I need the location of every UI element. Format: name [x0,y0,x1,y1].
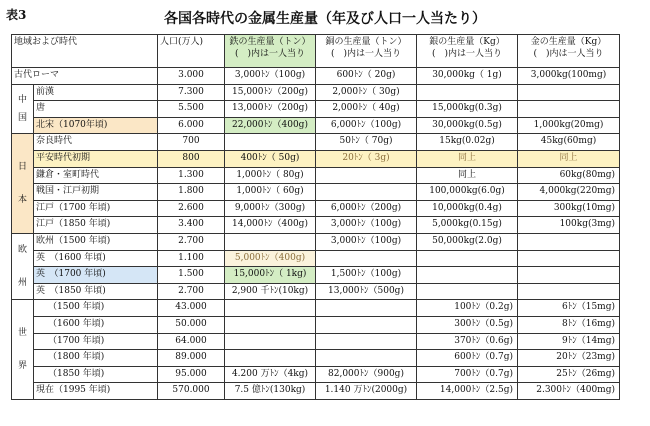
iron-cell: 3,000ﾄﾝ（100g) [225,68,316,85]
iron-cell [225,333,316,350]
copper-cell: 2,000ﾄﾝ（ 40g) [316,101,417,118]
population-cell: 1.500 [158,267,225,284]
iron-cell [225,134,316,151]
table-row [12,84,620,101]
table-row [12,383,620,400]
gold-cell: 8ﾄﾝ（16mg) [518,316,620,333]
header-iron-line1: 鉄の生産量（トン） [229,37,311,47]
row-name: 英 （1600 年頃) [34,250,158,267]
silver-cell [417,283,518,300]
row-name: （1850 年頃) [34,366,158,383]
row-name: 英 （1700 年頃) [34,267,158,284]
group-world [12,300,34,400]
silver-cell [417,267,518,284]
header-silver-line1: 銀の生産量（Kg） [429,37,505,47]
gold-cell: 同上 [518,150,620,167]
iron-cell: 2,900 千ﾄﾝ(10kg) [225,283,316,300]
silver-cell: 14,000ﾄﾝ（2.5g) [417,383,518,400]
population-cell: 3.400 [158,217,225,234]
table-row [12,333,620,350]
iron-cell: 4.200 万ﾄﾝ（4kg) [225,366,316,383]
copper-cell: 1,500ﾄﾝ（100g) [316,267,417,284]
row-name: 唐 [34,101,158,118]
row-name: （1500 年頃) [34,300,158,317]
silver-cell: 10,000kg(0.4g) [417,200,518,217]
silver-cell [417,250,518,267]
page-title: 各国各時代の金属生産量（年及び人口一人当たり） [164,11,486,27]
copper-cell: 3,000ﾄﾝ（100g) [316,217,417,234]
silver-cell: 370ﾄﾝ（0.6g) [417,333,518,350]
iron-cell: 7.5 億ﾄﾝ(130kg) [225,383,316,400]
table-row [12,68,620,85]
row-name: 現在（1995 年頃) [34,383,158,400]
header-gold-line1: 金の生産量（Kg） [530,37,607,47]
iron-cell [225,233,316,250]
iron-cell [225,300,316,317]
copper-cell: 6,000ﾄﾝ（200g) [316,200,417,217]
iron-cell: 400ﾄﾝ（ 50g) [225,150,316,167]
gold-cell: 45kg(60mg) [518,134,620,151]
group-japan-char1: 日 [17,162,27,173]
group-europe-char1: 欧 [17,245,27,256]
iron-cell: 1,000ﾄﾝ（ 80g) [225,167,316,184]
row-name: （1700 年頃) [34,333,158,350]
silver-cell: 600ﾄﾝ（0.7g) [417,350,518,367]
population-cell: 6.000 [158,117,225,134]
population-cell: 7.300 [158,84,225,101]
population-cell: 3.000 [158,68,225,85]
silver-cell: 300ﾄﾝ（0.5g) [417,316,518,333]
group-world-char2: 界 [17,361,27,372]
population-cell: 2.700 [158,233,225,250]
group-china-char2: 国 [17,112,27,123]
silver-cell: 同上 [417,167,518,184]
iron-cell [225,350,316,367]
copper-cell: 82,000ﾄﾝ（900g) [316,366,417,383]
population-cell: 43.000 [158,300,225,317]
group-japan-char2: 本 [17,195,27,206]
header-population: 人口(万人) [158,35,225,68]
iron-cell: 9,000ﾄﾝ（300g) [225,200,316,217]
group-china-char1: 中 [17,94,27,105]
row-name: 欧州（1500 年頃) [34,233,158,250]
iron-cell [225,316,316,333]
population-cell: 95.000 [158,366,225,383]
header-copper-line1: 銅の生産量（トン） [325,37,407,47]
row-name: （1600 年頃) [34,316,158,333]
group-japan [12,134,34,234]
iron-cell: 14,000ﾄﾝ（400g) [225,217,316,234]
population-cell: 5.500 [158,101,225,118]
silver-cell: 30,000kg（ 1g) [417,68,518,85]
silver-cell: 700ﾄﾝ（0.7g) [417,366,518,383]
header-copper [316,35,417,68]
silver-cell: 15kg(0.02g) [417,134,518,151]
gold-cell [518,84,620,101]
row-name: 古代ローマ [12,68,158,85]
header-gold [518,35,620,68]
table-row [12,233,620,250]
copper-cell [316,316,417,333]
iron-cell: 5,000ﾄﾝ（400g) [225,250,316,267]
population-cell: 800 [158,150,225,167]
metal-production-table [11,34,620,400]
row-name: 平安時代初期 [34,150,158,167]
silver-cell: 100,000kg(6.0g) [417,184,518,201]
copper-cell: 3,000ﾄﾝ（100g) [316,233,417,250]
header-region: 地域および時代 [12,35,158,68]
silver-cell: 100ﾄﾝ（0.2g) [417,300,518,317]
copper-cell: 1.140 万ﾄﾝ(2000g) [316,383,417,400]
gold-cell: 6ﾄﾝ（15mg) [518,300,620,317]
row-name: （1800 年頃) [34,350,158,367]
group-europe-char2: 州 [17,278,27,289]
gold-cell: 4,000kg(220mg) [518,184,620,201]
gold-cell [518,250,620,267]
population-cell: 1.100 [158,250,225,267]
header-row [12,35,620,68]
gold-cell: 60kg(80mg) [518,167,620,184]
copper-cell [316,184,417,201]
table-row [12,217,620,234]
header-silver [417,35,518,68]
copper-cell: 13,000ﾄﾝ（500g) [316,283,417,300]
silver-cell: 5,000kg(0.15g) [417,217,518,234]
gold-cell: 100kg(3mg) [518,217,620,234]
population-cell: 700 [158,134,225,151]
row-name: 戦国・江戸初期 [34,184,158,201]
population-cell: 2.600 [158,200,225,217]
table-row [12,117,620,134]
gold-cell [518,283,620,300]
header-gold-line2: ( )内は一人当り [533,49,604,59]
silver-cell: 同上 [417,150,518,167]
table-row [12,300,620,317]
silver-cell: 15,000kg(0.3g) [417,101,518,118]
population-cell: 1.800 [158,184,225,201]
table-row [12,283,620,300]
table-row [12,167,620,184]
iron-cell: 15,000ﾄﾝ（ 1kg) [225,267,316,284]
copper-cell [316,250,417,267]
copper-cell [316,333,417,350]
population-cell: 50.000 [158,316,225,333]
iron-cell: 22,000ﾄﾝ（400g) [225,117,316,134]
header-silver-line2: ( )内は一人当り [431,49,503,59]
group-world-char1: 世 [17,328,27,339]
row-name: 前漢 [34,84,158,101]
table-row-highlight [12,150,620,167]
copper-cell [316,167,417,184]
group-china [12,84,34,134]
iron-cell: 15,000ﾄﾝ（200g) [225,84,316,101]
population-cell: 1.300 [158,167,225,184]
iron-cell: 1,000ﾄﾝ（ 60g) [225,184,316,201]
gold-cell: 300kg(10mg) [518,200,620,217]
table-row [12,267,620,284]
table-row [12,250,620,267]
silver-cell: 30,000kg(0.5g) [417,117,518,134]
header-iron [225,35,316,68]
gold-cell: 25ﾄﾝ（26mg) [518,366,620,383]
copper-cell: 6,000ﾄﾝ（100g) [316,117,417,134]
row-name: 江戸（1850 年頃) [34,217,158,234]
population-cell: 64.000 [158,333,225,350]
copper-cell: 20ﾄﾝ（ 3g) [316,150,417,167]
header-copper-line2: ( )内は一人当り [330,49,402,59]
row-name: 鎌倉・室町時代 [34,167,158,184]
gold-cell: 9ﾄﾝ（14mg) [518,333,620,350]
copper-cell [316,300,417,317]
population-cell: 2.700 [158,283,225,300]
row-name: 江戸（1700 年頃) [34,200,158,217]
table-label: 表3 [6,8,27,22]
copper-cell: 50ﾄﾝ（ 70g) [316,134,417,151]
silver-cell: 50,000kg(2.0g) [417,233,518,250]
table-row [12,184,620,201]
group-europe [12,233,34,299]
gold-cell: 20ﾄﾝ（23mg) [518,350,620,367]
row-name: 北宋（1070年頃) [34,117,158,134]
header-iron-line2: ( )内は一人当り [234,49,306,59]
table-row [12,350,620,367]
population-cell: 570.000 [158,383,225,400]
table-row [12,101,620,118]
table-row [12,366,620,383]
gold-cell: 2.300ﾄﾝ（400mg) [518,383,620,400]
iron-cell: 13,000ﾄﾝ（200g) [225,101,316,118]
copper-cell: 600ﾄﾝ（ 20g) [316,68,417,85]
population-cell: 89.000 [158,350,225,367]
gold-cell [518,101,620,118]
copper-cell [316,350,417,367]
table-row [12,316,620,333]
gold-cell [518,267,620,284]
table-row [12,200,620,217]
silver-cell [417,84,518,101]
table-row [12,134,620,151]
gold-cell: 1,000kg(20mg) [518,117,620,134]
gold-cell: 3,000kg(100mg) [518,68,620,85]
gold-cell [518,233,620,250]
row-name: 英 （1850 年頃) [34,283,158,300]
copper-cell: 2,000ﾄﾝ（ 30g) [316,84,417,101]
row-name: 奈良時代 [34,134,158,151]
